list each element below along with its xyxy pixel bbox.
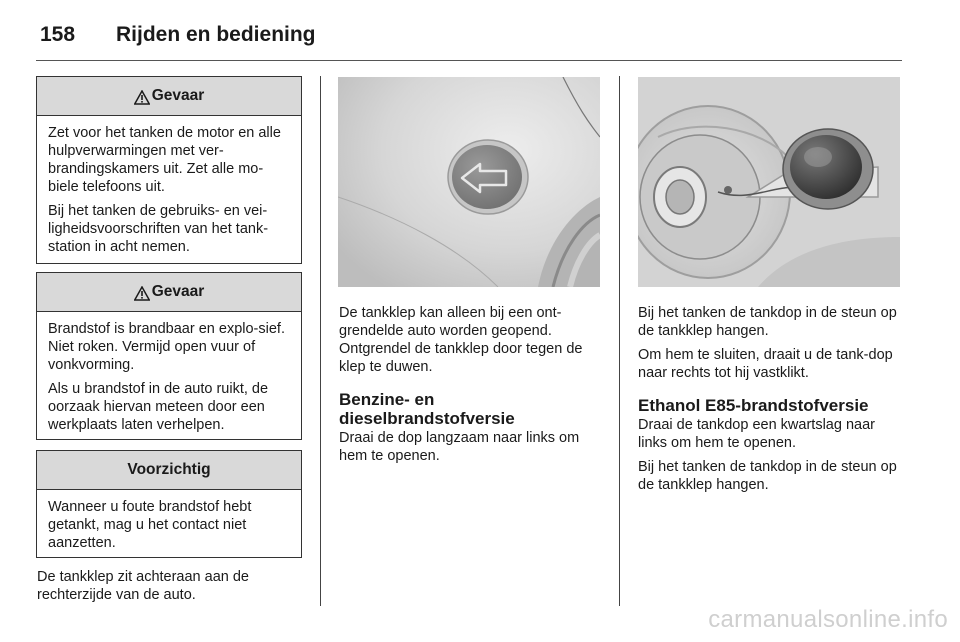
warning-triangle-icon — [134, 286, 150, 301]
left-footer-text — [37, 568, 303, 604]
warning-triangle-icon — [134, 90, 150, 105]
paragraph: Brandstof is brandbaar en explo-sief. Niet roken. Vermijd open vuur of vonkvorming. — [48, 321, 285, 373]
paragraph: Om hem te sluiten, draait u de tank-dop naar rechts tot hij vastklikt. — [638, 347, 893, 381]
paragraph: Zet voor het tanken de motor en alle hulpverwarmingen met ver-brandingskamers uit. Zet alle mo-biele telefoons uit. — [48, 125, 281, 195]
column-divider-right — [619, 76, 620, 606]
paragraph: Bij het tanken de tankdop in de steun op de tankklep hangen. — [638, 459, 897, 493]
warning-box-body — [37, 312, 301, 444]
section-heading: Ethanol E85-brandstofversie — [638, 396, 869, 415]
fuel-flap-illustration — [338, 77, 600, 287]
warning-box-header — [37, 273, 301, 312]
warning-box-danger-2 — [36, 272, 302, 440]
fuel-flap-image — [338, 77, 600, 287]
section-heading: Benzine- en dieselbrandstofversie — [339, 390, 515, 428]
paragraph: Draai de dop langzaam naar links om hem te openen. — [339, 430, 580, 464]
warning-box-title: Gevaar — [151, 283, 205, 300]
fuel-cap-open-image — [638, 77, 900, 287]
paragraph: Als u brandstof in de auto ruikt, de oorzaak hiervan meteen door een werkplaats laten verhelpen. — [48, 381, 269, 433]
header-rule — [36, 60, 902, 61]
page-header — [40, 20, 316, 50]
watermark: carmanualsonline.info — [708, 606, 948, 633]
warning-box-header — [37, 77, 301, 116]
caution-box-header — [37, 451, 301, 490]
paragraph: Bij het tanken de gebruiks- en vei-ligheidsvoorschriften van het tank-station in acht nemen. — [48, 203, 269, 255]
warning-box-title: Gevaar — [151, 87, 205, 104]
paragraph: De tankklep zit achteraan aan de rechterzijde van de auto. — [37, 569, 249, 603]
paragraph: Draai de tankdop een kwartslag naar links om hem te openen. — [638, 417, 875, 451]
paragraph: De tankklep kan alleen bij een ont-grendelde auto worden geopend. Ontgrendel de tankklep door tegen de klep te duwen. — [339, 305, 583, 375]
warning-box-body — [37, 116, 301, 266]
caution-box-title: Voorzichtig — [127, 461, 211, 478]
fuel-cap-illustration — [638, 77, 900, 287]
right-text-column — [638, 304, 904, 494]
column-divider-left — [320, 76, 321, 606]
page-title: Rijden en bediening — [116, 23, 316, 46]
caution-box — [36, 450, 302, 558]
paragraph: Bij het tanken de tankdop in de steun op de tankklep hangen. — [638, 305, 897, 339]
middle-text-column — [339, 304, 607, 465]
warning-box-danger-1 — [36, 76, 302, 264]
caution-box-body — [37, 490, 301, 562]
page-number: 158 — [40, 23, 76, 46]
paragraph: Wanneer u foute brandstof hebt getankt, mag u het contact niet aanzetten. — [48, 499, 252, 551]
